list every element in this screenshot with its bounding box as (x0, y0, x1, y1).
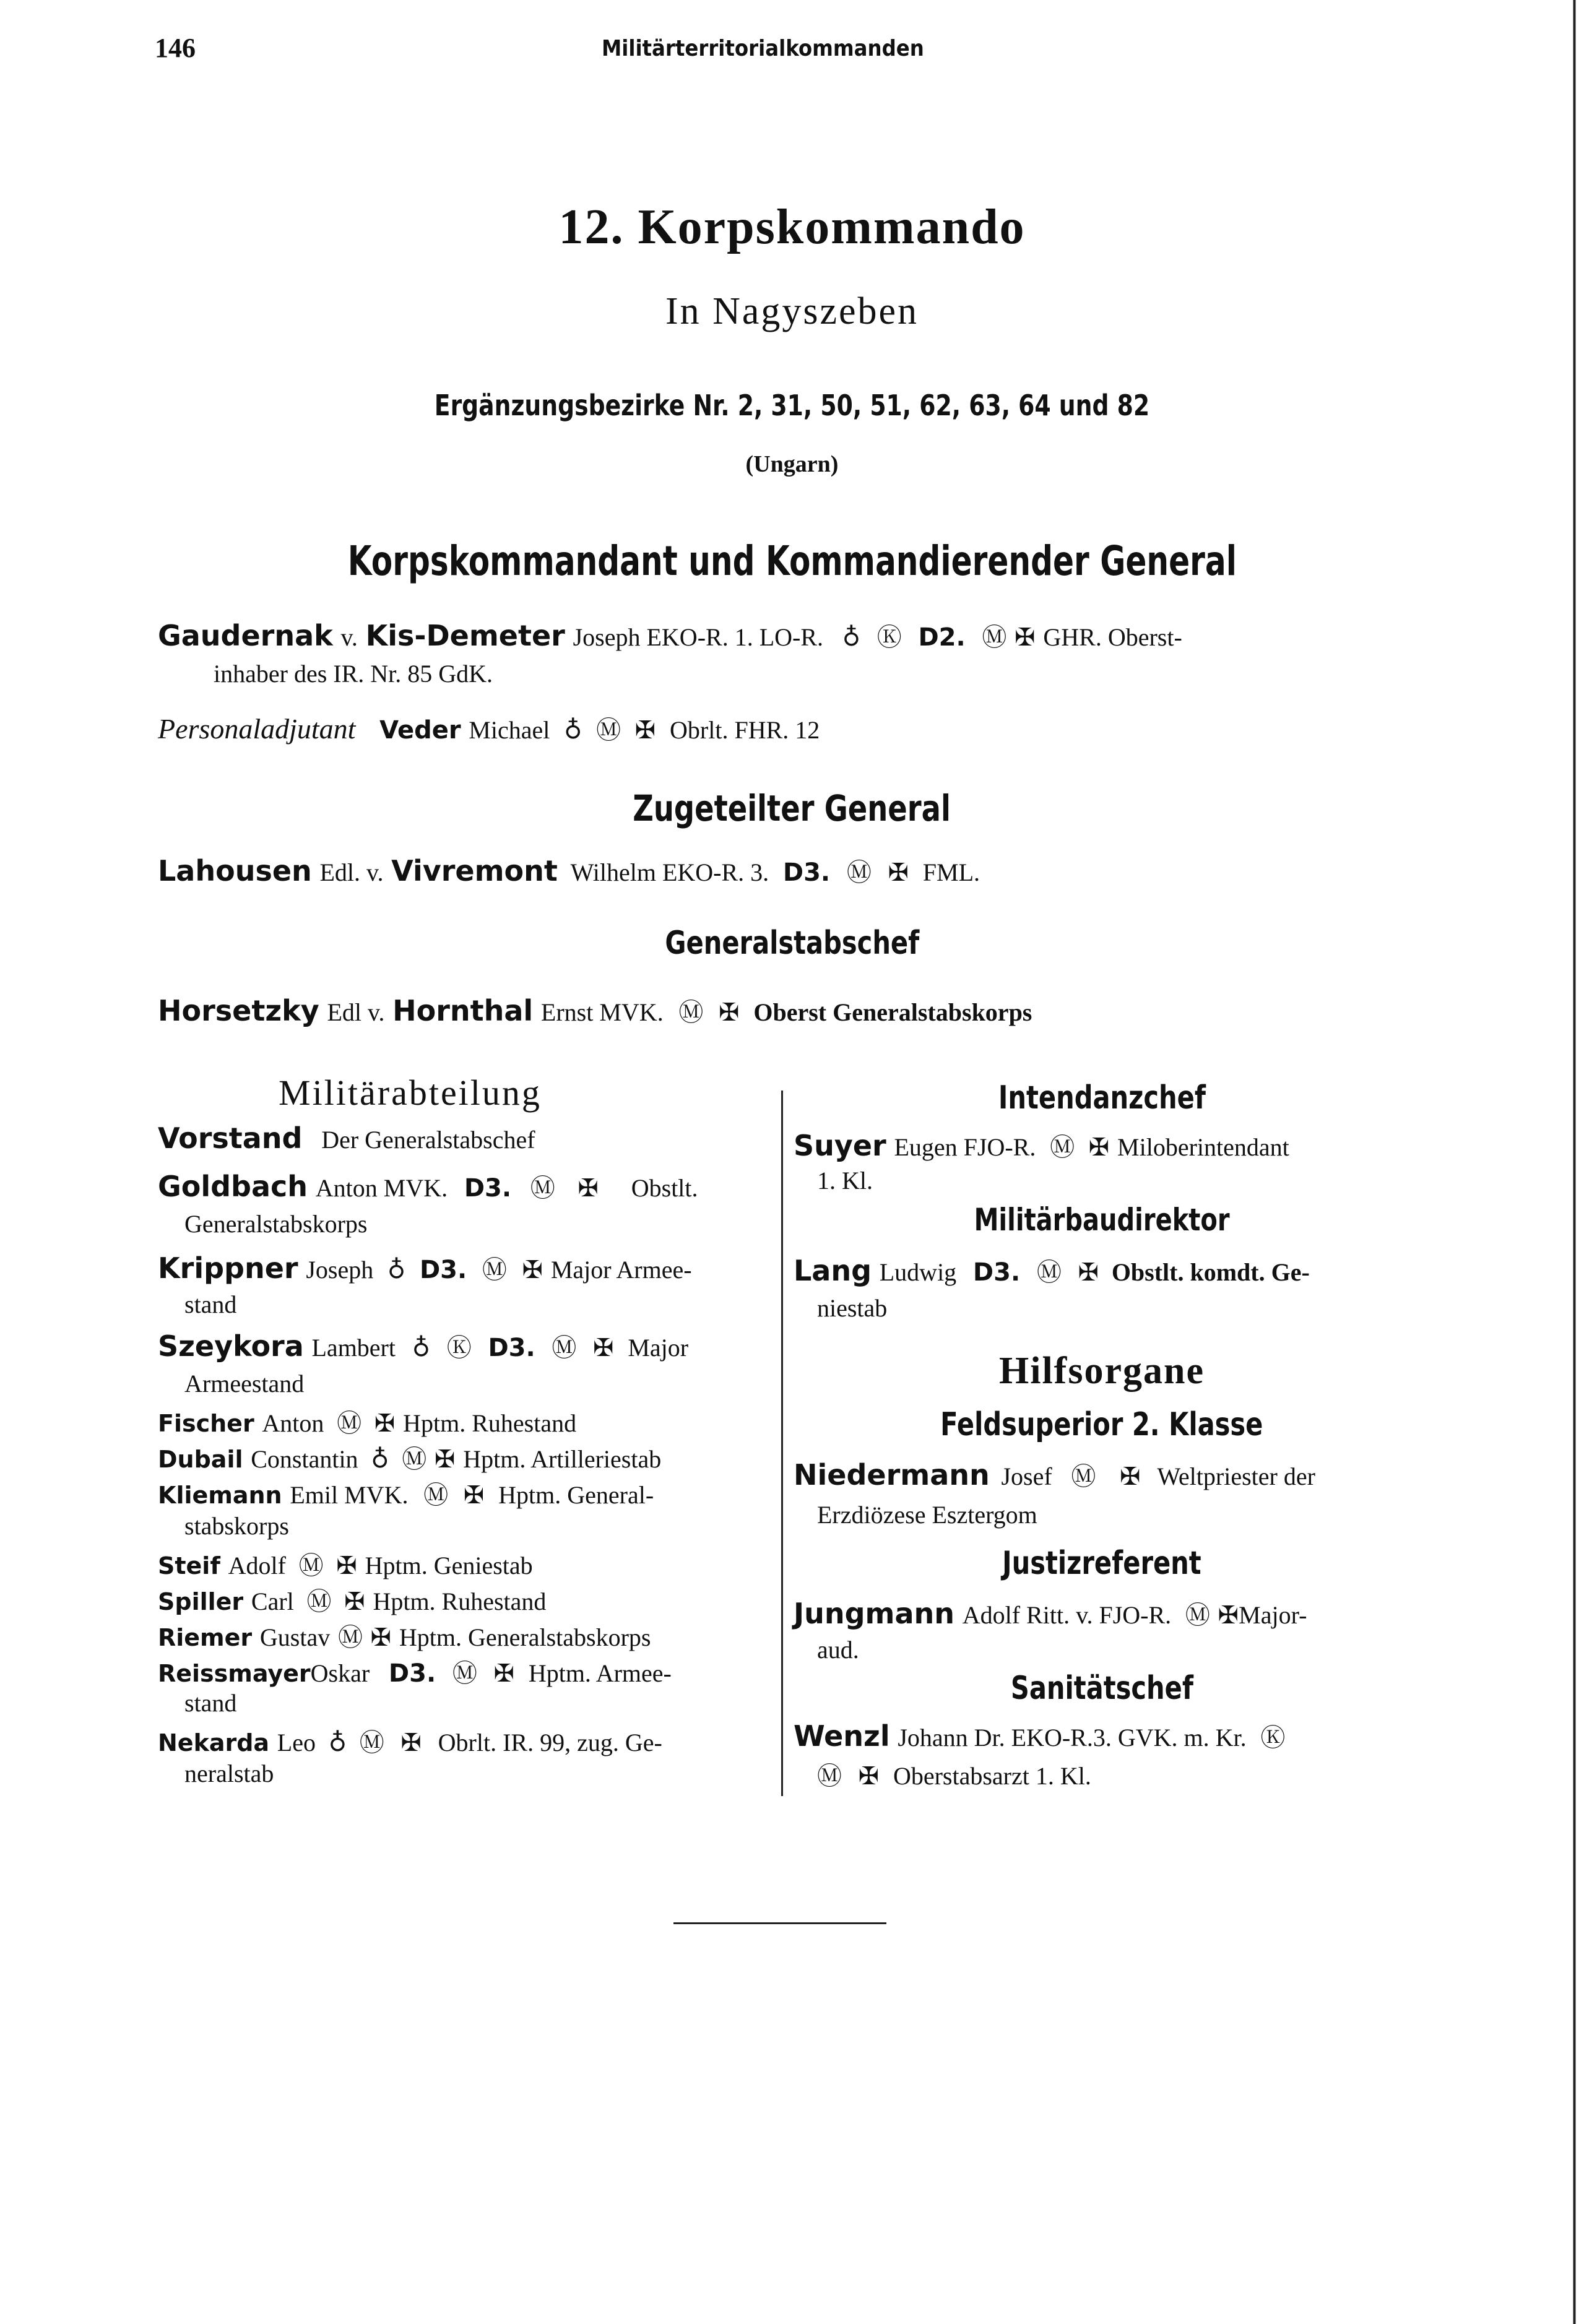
order-icon: ♁ (328, 1729, 347, 1757)
list-item: Kliemann Emil MVK. Ⓜ ✠ Hptm. General- (158, 1481, 654, 1510)
merit-m-icon: Ⓜ (846, 858, 872, 887)
legal-heading: Justizreferent (1002, 1545, 1201, 1582)
running-title: Militärterritorialkommanden (602, 36, 924, 61)
list-item: Lang Ludwig D3. Ⓜ ✠ Obstlt. komdt. Ge- (794, 1254, 1310, 1287)
commander-entry-continuation: inhaber des IR. Nr. 85 GdK. (214, 660, 493, 688)
merit-m-icon: Ⓜ (1071, 1462, 1096, 1491)
merit-m-icon: Ⓜ (1036, 1258, 1062, 1287)
list-item-continuation: niestab (817, 1294, 888, 1322)
merit-m-icon: Ⓜ (678, 998, 704, 1027)
list-item-continuation: aud. (817, 1636, 859, 1664)
crown-k-icon: Ⓚ (446, 1334, 472, 1362)
list-item: Jungmann Adolf Ritt. v. FJO-R. Ⓜ ✠Major- (794, 1597, 1307, 1630)
section-end-rule (673, 1922, 886, 1924)
cross-icon: ✠ (336, 1552, 357, 1580)
list-item-continuation: Generalstabskorps (184, 1210, 368, 1238)
list-item: Suyer Eugen FJO-R. Ⓜ ✠ Miloberintendant (794, 1129, 1289, 1162)
order-icon: ♁ (564, 716, 582, 745)
adjutant-entry: Personaladjutant Veder Michael ♁ Ⓜ ✠ Obrlt. FHR. 12 (158, 713, 820, 745)
list-item: Goldbach Anton MVK. D3. Ⓜ ✠ Obstlt. (158, 1170, 698, 1203)
merit-m-icon: Ⓜ (596, 716, 621, 745)
cross-icon: ✠ (400, 1729, 422, 1757)
chief-of-staff-heading: Generalstabschef (665, 925, 919, 962)
cross-icon: ✠ (435, 1445, 456, 1474)
merit-m-icon: Ⓜ (298, 1552, 324, 1580)
cross-icon: ✠ (344, 1587, 365, 1616)
commander-entry: Gaudernak v. Kis-Demeter Joseph EKO-R. 1. LO-R. ♁ Ⓚ D2. Ⓜ ✠ GHR. Oberst- (158, 619, 1182, 652)
military-construction-heading: Militärbaudirektor (974, 1202, 1230, 1238)
cross-icon: ✠ (522, 1256, 543, 1284)
list-item-continuation: stand (184, 1689, 237, 1717)
order-icon: ♁ (842, 623, 861, 652)
merit-m-icon: Ⓜ (1050, 1133, 1075, 1162)
cross-icon: ✠ (858, 1762, 880, 1791)
crown-k-icon: Ⓚ (876, 623, 902, 652)
military-dept-heading: Militärabteilung (279, 1073, 542, 1113)
cross-icon: ✠ (1218, 1601, 1239, 1630)
merit-m-icon: Ⓜ (530, 1174, 555, 1203)
list-item: Steif Adolf Ⓜ ✠ Hptm. Geniestab (158, 1552, 533, 1580)
list-item-continuation: Erzdiözese Esztergom (817, 1501, 1037, 1529)
cross-icon: ✠ (1078, 1258, 1099, 1287)
country-label: (Ungarn) (745, 451, 839, 477)
chaplain-heading: Feldsuperior 2. Klasse (940, 1406, 1263, 1443)
merit-m-icon: Ⓜ (552, 1334, 577, 1362)
cross-icon: ✠ (578, 1174, 599, 1203)
cross-icon: ✠ (634, 716, 656, 745)
chief-of-staff-entry: Horsetzky Edl v. Hornthal Ernst MVK. Ⓜ ✠ Oberst Generalstabskorps (158, 994, 1032, 1027)
merit-m-icon: Ⓜ (482, 1256, 507, 1284)
merit-m-icon: Ⓜ (306, 1587, 332, 1616)
order-icon: ♁ (387, 1256, 406, 1284)
merit-m-icon: Ⓜ (402, 1445, 427, 1474)
cross-icon: ✠ (463, 1481, 485, 1510)
commander-heading: Korpskommandant und Kommandierender General (347, 537, 1237, 585)
column-divider (781, 1091, 783, 1796)
cross-icon: ✠ (374, 1409, 396, 1438)
list-item: Wenzl Johann Dr. EKO-R.3. GVK. m. Kr. Ⓚ (794, 1719, 1286, 1753)
merit-m-icon: Ⓜ (337, 1623, 363, 1652)
merit-m-icon: Ⓜ (423, 1481, 449, 1510)
list-item: Spiller Carl Ⓜ ✠ Hptm. Ruhestand (158, 1587, 547, 1616)
cross-icon: ✠ (1015, 623, 1036, 652)
merit-m-icon: Ⓜ (337, 1409, 362, 1438)
page-number: 146 (155, 33, 196, 63)
support-heading: Hilfsorgane (999, 1350, 1205, 1392)
list-item-continuation: 1. Kl. (817, 1167, 873, 1194)
list-item-continuation: stabskorps (184, 1512, 289, 1540)
merit-m-icon: Ⓜ (452, 1659, 477, 1688)
list-item-continuation: stand (184, 1290, 237, 1318)
crown-k-icon: Ⓚ (1260, 1724, 1286, 1752)
cross-icon: ✠ (593, 1334, 614, 1362)
merit-m-icon: Ⓜ (817, 1762, 842, 1791)
location-subtitle: In Nagyszeben (665, 290, 919, 332)
merit-m-icon: Ⓜ (1185, 1601, 1210, 1630)
list-item: Niedermann Josef Ⓜ ✠ Weltpriester der (794, 1458, 1315, 1492)
merit-m-icon: Ⓜ (359, 1729, 384, 1757)
list-item: Szeykora Lambert ♁ Ⓚ D3. Ⓜ ✠ Major (158, 1329, 689, 1363)
list-item-continuation: neralstab (184, 1760, 274, 1787)
list-item-continuation: Armeestand (184, 1370, 305, 1397)
assigned-general-heading: Zugeteilter General (633, 787, 951, 829)
cross-icon: ✠ (1088, 1133, 1110, 1162)
list-item: Riemer Gustav Ⓜ ✠ Hptm. Generalstabskorps (158, 1623, 651, 1652)
intendanz-heading: Intendanzchef (998, 1079, 1206, 1117)
cross-icon: ✠ (719, 998, 740, 1027)
list-item: ReissmayerOskar D3. Ⓜ ✠ Hptm. Armee- (158, 1659, 672, 1688)
assigned-general-entry: Lahousen Edl. v. Vivremont Wilhelm EKO-R. 3. D3. Ⓜ ✠ FML. (158, 854, 980, 888)
list-item-continuation: Ⓜ ✠ Oberstabsarzt 1. Kl. (817, 1762, 1091, 1791)
merit-m-icon: Ⓜ (982, 623, 1007, 652)
page-title: 12. Korpskommando (558, 200, 1026, 254)
cross-icon: ✠ (493, 1659, 515, 1688)
list-item: Krippner Joseph ♁ D3. Ⓜ ✠ Major Armee- (158, 1251, 692, 1285)
cross-icon: ✠ (888, 858, 909, 887)
order-icon: ♁ (412, 1334, 431, 1362)
medical-heading: Sanitätschef (1010, 1670, 1193, 1707)
district-line: Ergänzungsbezirke Nr. 2, 31, 50, 51, 62, 63, 64 und 82 (434, 389, 1150, 422)
list-item: Fischer Anton Ⓜ ✠ Hptm. Ruhestand (158, 1409, 577, 1438)
list-item: Dubail Constantin ♁ Ⓜ ✠ Hptm. Artilleriestab (158, 1445, 662, 1474)
cross-icon: ✠ (370, 1623, 392, 1652)
page-edge (1570, 0, 1584, 2324)
list-item: Vorstand Der Generalstabschef (158, 1121, 535, 1155)
cross-icon: ✠ (1120, 1462, 1141, 1491)
list-item: Nekarda Leo ♁ Ⓜ ✠ Obrlt. IR. 99, zug. Ge- (158, 1729, 662, 1757)
order-icon: ♁ (371, 1445, 389, 1474)
